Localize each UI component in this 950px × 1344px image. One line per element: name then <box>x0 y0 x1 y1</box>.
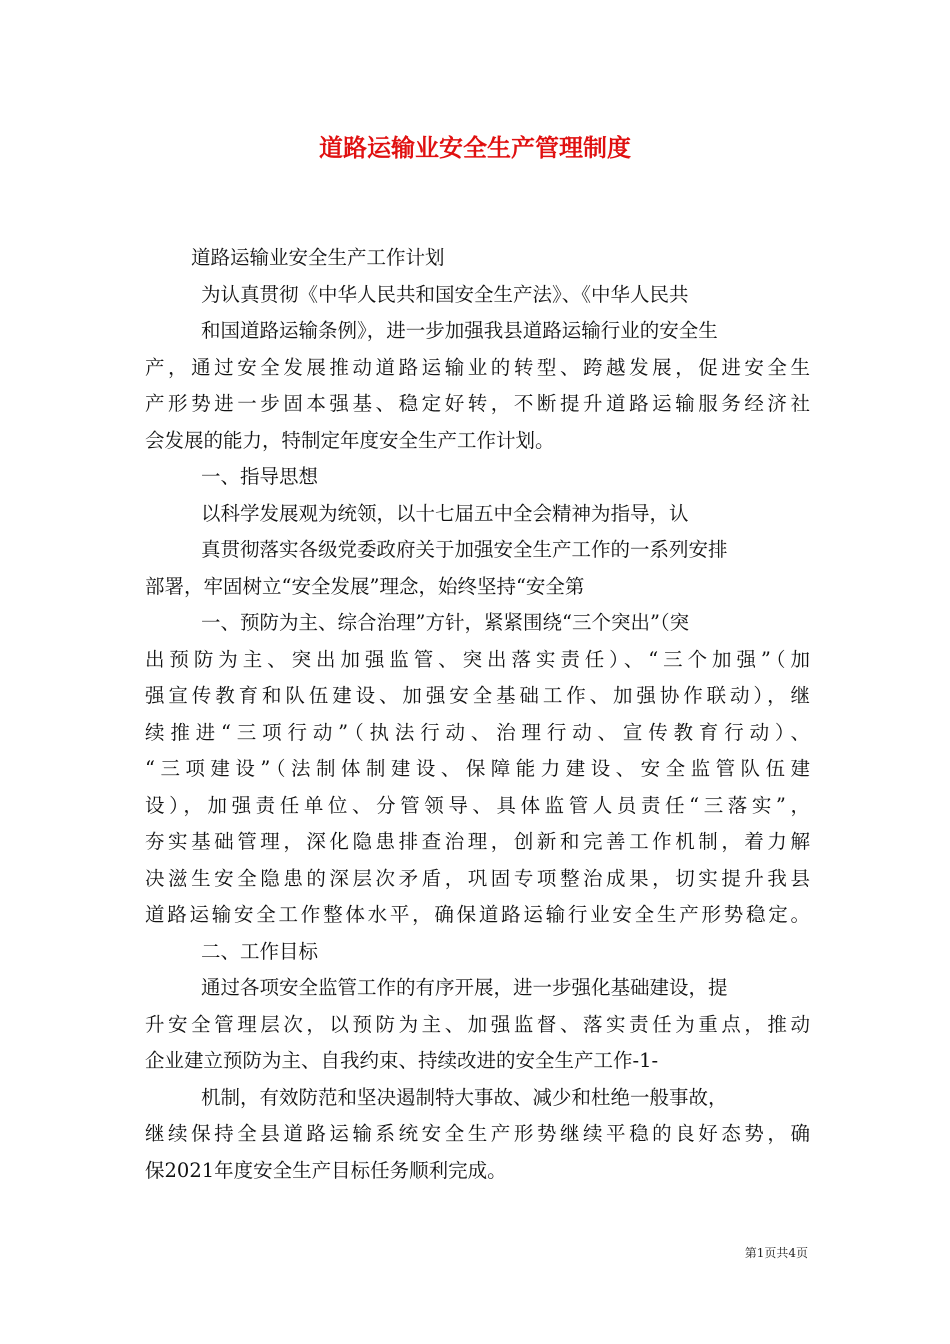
document-body <box>145 240 810 1189</box>
section-heading: 二、工作目标 <box>201 939 319 963</box>
text-line: 一、预防为主、综合治理”方针，紧紧围绕“三个突出”（突 <box>201 611 690 634</box>
text-line: 升安全管理层次，以预防为主、加强监督、落实责任为重点，推动 <box>145 1012 810 1036</box>
text-line: 强宣传教育和队伍建设、加强安全基础工作、加强协作联动），继 <box>145 684 810 707</box>
text-line: 续推进“三项行动”（执法行动、治理行动、宣传教育行动）、 <box>145 720 810 744</box>
text-line: 企业建立预防为主、自我约束、持续改进的安全生产工作-1- <box>145 1049 659 1072</box>
text-line: 决滋生安全隐患的深层次矛盾，巩固专项整治成果，切实提升我县 <box>145 866 810 890</box>
text-line: 保2021年度安全生产目标任务顺利完成。 <box>145 1158 507 1182</box>
text-line: 设），加强责任单位、分管领导、具体监管人员责任“三落实”， <box>145 793 810 817</box>
text-line: 机制，有效防范和坚决遏制特大事故、减少和杜绝一般事故， <box>201 1085 728 1109</box>
text-line: 产，通过安全发展推动道路运输业的转型、跨越发展，促进安全生 <box>145 355 810 379</box>
text-line: “三项建设”（法制体制建设、保障能力建设、安全监管队伍建 <box>145 757 810 780</box>
text-line: 继续保持全县道路运输系统安全生产形势继续平稳的良好态势，确 <box>145 1122 810 1145</box>
text-line: 通过各项安全监管工作的有序开展，进一步强化基础建设，提 <box>201 976 728 999</box>
page-title: 道路运输业安全生产管理制度 <box>319 134 631 162</box>
text-line: 和国道路运输条例》，进一步加强我县道路运输行业的安全生 <box>201 319 718 342</box>
text-line: 道路运输安全工作整体水平，确保道路运输行业安全生产形势稳定。 <box>145 903 810 926</box>
text-line: 部署，牢固树立“安全发展”理念，始终坚持“安全第 <box>145 574 585 598</box>
text-line: 出预防为主、突出加强监管、突出落实责任）、“三个加强”（加 <box>145 647 810 671</box>
subtitle-line: 道路运输业安全生产工作计划 <box>191 246 445 269</box>
page-number: 第1页共4页 <box>744 1246 808 1260</box>
section-heading: 一、指导思想 <box>201 465 319 488</box>
text-line: 夯实基础管理，深化隐患排查治理，创新和完善工作机制，着力解 <box>145 830 810 853</box>
text-line: 真贯彻落实各级党委政府关于加强安全生产工作的一系列安排 <box>201 538 728 561</box>
text-line: 会发展的能力，特制定年度安全生产工作计划。 <box>145 428 555 452</box>
text-line: 为认真贯彻《中华人民共和国安全生产法》、《中华人民共 <box>201 282 689 306</box>
text-line: 以科学发展观为统领，以十七届五中全会精神为指导，认 <box>201 501 689 525</box>
text-line: 产形势进一步固本强基、稳定好转，不断提升道路运输服务经济社 <box>145 392 810 415</box>
